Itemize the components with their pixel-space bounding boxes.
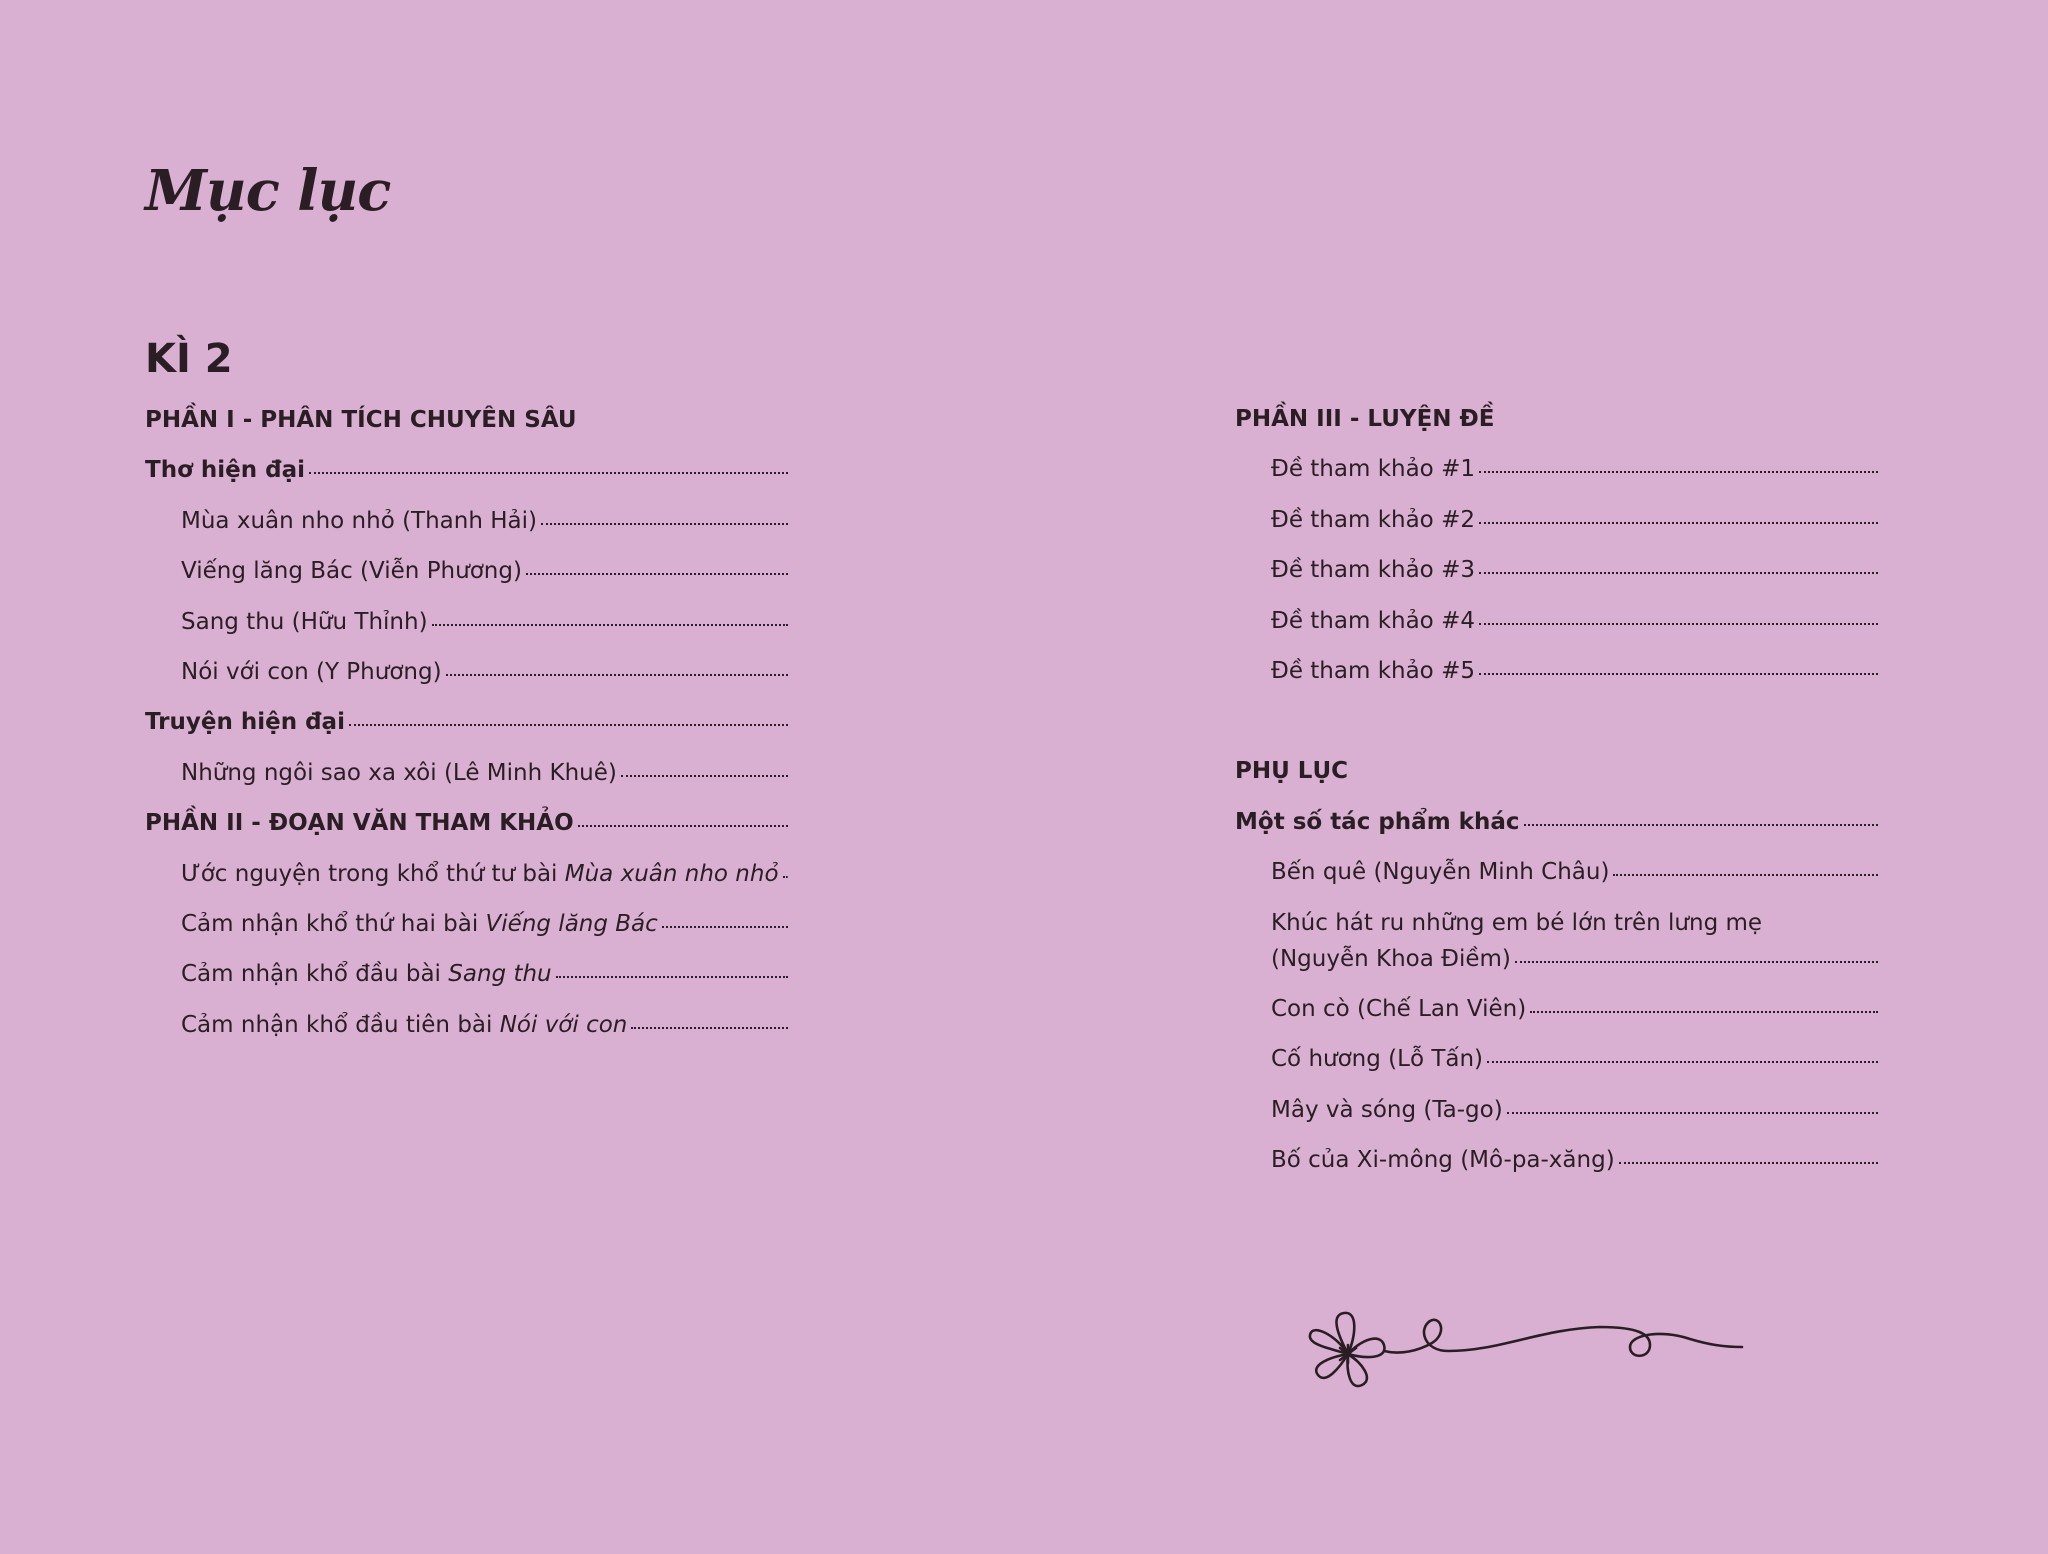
- toc-entry[interactable]: [1235, 854, 1878, 904]
- toc-label: Cảm nhận khổ thứ hai bài: [181, 910, 486, 937]
- toc-entry[interactable]: [145, 1007, 788, 1057]
- toc-entry[interactable]: [1235, 1142, 1878, 1192]
- toc-label: PHẦN III - LUYỆN ĐỀ: [1235, 406, 1495, 432]
- leader-dots: [1479, 673, 1878, 675]
- toc-label: Nói với con (Y Phương): [181, 658, 442, 685]
- toc-label: Bố của Xi-mông (Mô-pa-xăng): [1271, 1147, 1615, 1174]
- leader-dots: [432, 624, 788, 626]
- leader-dots: [349, 724, 788, 726]
- toc-label: Thơ hiện đại: [145, 457, 305, 484]
- leader-dots: [1479, 522, 1878, 524]
- toc-modern-story[interactable]: [145, 704, 788, 754]
- leader-dots: [1530, 1011, 1878, 1013]
- toc-other-works[interactable]: [1235, 804, 1878, 854]
- toc-entry[interactable]: [145, 654, 788, 704]
- leader-dots: [1524, 824, 1878, 826]
- toc-label: Cố hương (Lỗ Tấn): [1271, 1046, 1484, 1073]
- leader-dots: [556, 976, 788, 978]
- toc-entry[interactable]: [145, 604, 788, 654]
- toc-part1-heading[interactable]: [145, 402, 788, 452]
- toc-entry[interactable]: [1235, 552, 1878, 602]
- toc-label: PHỤ LỤC: [1235, 758, 1349, 785]
- leader-dots: [783, 876, 788, 878]
- toc-entry[interactable]: [1235, 1041, 1878, 1091]
- toc-entry[interactable]: [1235, 502, 1878, 552]
- toc-label: PHẦN I - PHÂN TÍCH CHUYÊN SÂU: [145, 407, 577, 433]
- toc-right-column: [1235, 401, 1878, 1192]
- toc-label: Mây và sóng (Ta-go): [1271, 1096, 1503, 1123]
- toc-entry[interactable]: [1235, 1092, 1878, 1142]
- toc-label: Bến quê (Nguyễn Minh Châu): [1271, 859, 1610, 886]
- toc-label: Ước nguyện trong khổ thứ tư bài: [181, 860, 565, 887]
- toc-entry[interactable]: [1235, 905, 1878, 941]
- toc-label-italic: Sang thu: [448, 961, 552, 988]
- leader-dots: [541, 523, 788, 525]
- leader-dots: [662, 926, 788, 928]
- toc-label-italic: Mùa xuân nho nhỏ: [564, 860, 779, 887]
- toc-entry[interactable]: [1235, 653, 1878, 703]
- toc-label: Những ngôi sao xa xôi (Lê Minh Khuê): [181, 759, 617, 786]
- toc-left-column: [145, 402, 788, 1057]
- toc-label: PHẦN II - ĐOẠN VĂN THAM KHẢO: [145, 810, 574, 837]
- toc-modern-poetry[interactable]: [145, 452, 788, 502]
- leader-dots: [1507, 1112, 1878, 1114]
- toc-label: Đề tham khảo #3: [1271, 557, 1475, 584]
- toc-label: Truyện hiện đại: [145, 709, 345, 736]
- leader-dots: [621, 775, 788, 777]
- toc-entry[interactable]: [145, 755, 788, 805]
- toc-label-italic: Viếng lăng Bác: [485, 910, 658, 937]
- leader-dots: [1515, 961, 1878, 963]
- leader-dots: [631, 1027, 788, 1029]
- toc-entry[interactable]: [145, 956, 788, 1006]
- toc-label: Một số tác phẩm khác: [1235, 808, 1520, 835]
- toc-entry[interactable]: [1235, 991, 1878, 1041]
- toc-entry[interactable]: [145, 906, 788, 956]
- toc-label: Viếng lăng Bác (Viễn Phương): [181, 558, 522, 585]
- toc-label: Đề tham khảo #2: [1271, 506, 1475, 533]
- toc-label: Cảm nhận khổ đầu bài: [181, 961, 449, 988]
- toc-label: Đề tham khảo #5: [1271, 657, 1475, 684]
- toc-entry[interactable]: [1235, 451, 1878, 501]
- toc-label-italic: Nói với con: [499, 1011, 628, 1038]
- toc-entry-continuation[interactable]: [1235, 941, 1878, 991]
- toc-label: (Nguyễn Khoa Điềm): [1271, 945, 1511, 972]
- leader-dots: [1479, 623, 1878, 625]
- leader-dots: [1619, 1162, 1878, 1164]
- toc-entry[interactable]: [145, 503, 788, 553]
- toc-label: Con cò (Chế Lan Viên): [1271, 995, 1527, 1022]
- toc-entry[interactable]: [145, 856, 788, 906]
- toc-label: Đề tham khảo #4: [1271, 607, 1475, 634]
- term-heading: KÌ 2: [145, 336, 233, 382]
- toc-part3-heading[interactable]: [1235, 401, 1878, 451]
- section-spacer: [1235, 703, 1878, 753]
- page-title: Mục lục: [145, 158, 391, 224]
- toc-entry[interactable]: [1235, 603, 1878, 653]
- toc-label: Khúc hát ru những em bé lớn trên lưng mẹ: [1271, 909, 1763, 936]
- toc-part2-heading[interactable]: [145, 805, 788, 855]
- flower-swirl-icon: [1300, 1305, 1750, 1405]
- leader-dots: [446, 674, 788, 676]
- toc-appendix-heading[interactable]: [1235, 753, 1878, 803]
- toc-label: Đề tham khảo #1: [1271, 456, 1475, 483]
- toc-entry[interactable]: [145, 553, 788, 603]
- leader-dots: [1613, 874, 1878, 876]
- toc-label: Sang thu (Hữu Thỉnh): [181, 608, 428, 635]
- leader-dots: [526, 573, 788, 575]
- leader-dots: [1479, 572, 1878, 574]
- toc-label: Mùa xuân nho nhỏ (Thanh Hải): [181, 507, 537, 534]
- toc-label: Cảm nhận khổ đầu tiên bài: [181, 1011, 500, 1038]
- leader-dots: [1487, 1061, 1878, 1063]
- leader-dots: [309, 472, 788, 474]
- leader-dots: [578, 825, 788, 827]
- leader-dots: [1479, 471, 1878, 473]
